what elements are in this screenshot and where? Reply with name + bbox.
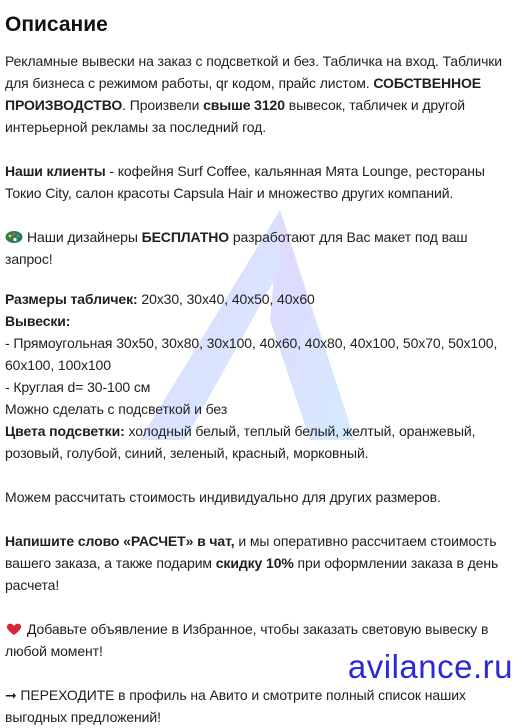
signs-round: - Круглая d= 30-100 см xyxy=(5,379,151,395)
arrow-right-icon: ➞ xyxy=(5,687,17,703)
signs-rect: - Прямоугольная 30x50, 30x80, 30x100, 40x60, 40x80, 40x100, 50x70, 50x100, 60x100, 100x100 xyxy=(5,335,498,373)
light-colors-paragraph: Цвета подсветки: холодный белый, теплый белый, желтый, оранжевый, розовый, голубой, синий, зеленый, красный, морковный. xyxy=(5,423,476,461)
palette-icon xyxy=(5,230,23,244)
designers-paragraph: Наши дизайнеры БЕСПЛАТНО разработают для Вас макет под ваш запрос! xyxy=(5,229,468,267)
clients-paragraph: Наши клиенты - кофейня Surf Coffee, кальянная Мята Lounge, рестораны Токио City, салон красоты Capsula Hair и множество других компаний. xyxy=(5,163,485,201)
order-paragraph: Напишите слово «РАСЧЕТ» в чат, и мы оперативно рассчитаем стоимость вашего заказа, а также подарим скидку 10% при оформлении заказа в день расчета! xyxy=(5,533,499,593)
favorite-paragraph: Добавьте объявление в Избранное, чтобы заказать световую вывеску в любой момент! xyxy=(5,621,489,659)
sizes-paragraph: Размеры табличек: 20x30, 30x40, 40x50, 40x60 xyxy=(5,291,315,307)
intro-paragraph: Рекламные вывески на заказ с подсветкой и без. Табличка на вход. Таблички для бизнеса с режимом работы, qr кодом, прайс листом. СОБСТВЕННОЕ ПРОИЗВОДСТВО. Произвели свыше 3120 вывесок, табличек и другой интерьерной рекламы за последний год. xyxy=(5,53,503,135)
watermark-text: avilance.ru xyxy=(347,648,513,685)
signs-light: Можно сделать с подсветкой и без xyxy=(5,401,228,417)
profile-paragraph: ➞ ПЕРЕХОДИТЕ в профиль на Авито и смотрите полный список наших выгодных предложений! xyxy=(5,687,466,725)
calc-paragraph: Можем рассчитать стоимость индивидуально для других размеров. xyxy=(5,489,441,505)
section-title: Описание xyxy=(5,13,108,36)
signs-heading: Вывески: xyxy=(5,313,71,329)
heart-icon xyxy=(5,622,23,636)
